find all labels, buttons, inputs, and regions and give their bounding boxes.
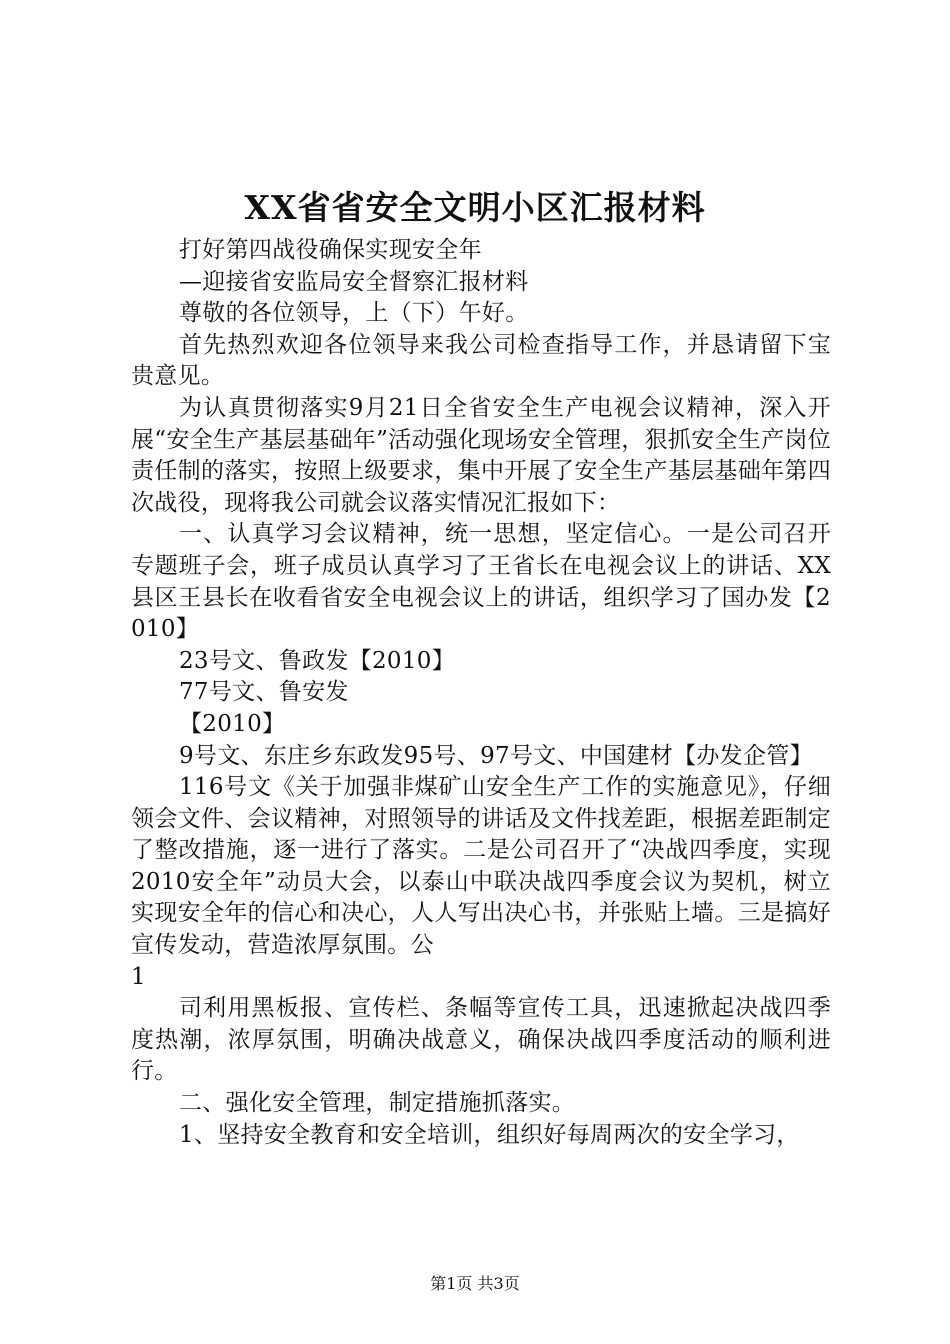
body-paragraph: 23号文、鲁政发【2010】 <box>179 647 455 674</box>
subtitle-line: 打好第四战役确保实现安全年 <box>179 237 482 263</box>
document-body <box>131 235 831 1151</box>
document-title: XX省省安全文明小区汇报材料 <box>244 188 706 227</box>
body-paragraph: 1、坚持安全教育和安全培训，组织好每周两次的安全学习， <box>179 1121 800 1148</box>
subtitle-line: —迎接省安监局安全督察汇报材料 <box>179 268 529 295</box>
body-paragraph: 一、认真学习会议精神，统一思想，坚定信心。一是公司召开专题班子会，班子成员认真学习了王省长在电视会议上的讲话、XX县区王县长在收看省安全电视会议上的讲话，组织学习了国办发【2010】 <box>131 521 831 643</box>
body-paragraph: 司利用黑板报、宣传栏、条幅等宣传工具，迅速掀起决战四季度热潮，浓厚氛围，明确决战意义，确保决战四季度活动的顺利进行。 <box>131 995 831 1085</box>
section-heading: 二、强化安全管理，制定措施抓落实。 <box>179 1090 576 1117</box>
body-paragraph: 为认真贯彻落实9月21日全省安全生产电视会议精神，深入开展“安全生产基层基础年”活动强化现场安全管理，狠抓安全生产岗位责任制的落实，按照上级要求，集中开展了安全生产基层基础年第四次战役，现将我公司就会议落实情况汇报如下： <box>131 394 831 516</box>
body-paragraph: 77号文、鲁安发 <box>179 679 349 706</box>
page-footer: 第1页 共3页 <box>430 1274 520 1293</box>
greeting-paragraph: 尊敬的各位领导，上（下）午好。 <box>179 300 529 327</box>
body-paragraph: 116号文《关于加强非煤矿山安全生产工作的实施意见》，仔细领会文件、会议精神，对照领导的讲话及文件找差距，根据差距制定了整改措施，逐一进行了落实。二是公司召开了“决战四季度，实现2010安全年”动员大会，以泰山中联决战四季度会议为契机，树立实现安全年的信心和决心，人人写出决心书，并张贴上墙。三是搞好宣传发动，营造浓厚氛围。公 <box>131 774 831 959</box>
body-paragraph: 【2010】 <box>179 710 286 737</box>
inline-page-marker: 1 <box>131 963 146 990</box>
body-paragraph: 9号文、东庄乡东政发95号、97号文、中国建材【办发企管】 <box>179 742 813 769</box>
body-paragraph: 首先热烈欢迎各位领导来我公司检查指导工作，并恳请留下宝贵意见。 <box>131 331 831 390</box>
